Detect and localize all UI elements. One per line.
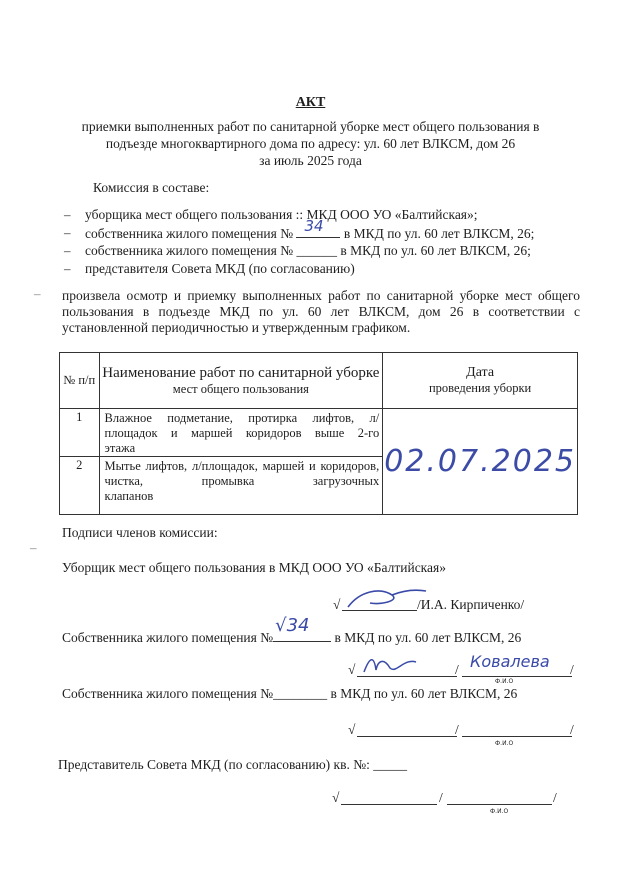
owner-1-line	[62, 615, 522, 646]
name-line	[462, 736, 572, 737]
member-owner-1-prefix: собственника жилого помещения №	[85, 226, 294, 241]
date-cell	[383, 409, 578, 515]
table-row	[60, 409, 578, 457]
row-description: Влажное подметание, протирка лифтов, л/площадок и маршей коридоров выше 2-го этажа	[99, 409, 383, 457]
fio-caption: Ф.И.О	[495, 678, 514, 685]
signatures-heading: Подписи членов комиссии:	[62, 525, 218, 540]
row-number: 1	[60, 409, 100, 457]
works-table	[59, 352, 578, 515]
list-dash: –	[64, 261, 71, 276]
inspection-paragraph: произвела осмотр и приемку выполненных работ по санитарной уборке мест общего пользования в подъезде МКД по ул. 60 лет ВЛКСМ, дом 26 в соответствии с установленной периодичностью и утвержденным графиком.	[62, 288, 580, 335]
owner-2-line: Собственника жилого помещения №________ в МКД по ул. 60 лет ВЛКСМ, 26	[62, 686, 518, 701]
fio-caption: Ф.И.О	[490, 808, 509, 815]
header-date: Дата проведения уборки	[383, 353, 578, 409]
subtitle-line-2: подъезде многоквартирного дома по адресу: ул. 60 лет ВЛКСМ, дом 26	[105, 136, 516, 151]
signature-line	[357, 676, 457, 677]
subtitle-line-1: приемки выполненных работ по санитарной уборке мест общего пользования в	[81, 119, 540, 134]
check-mark: √	[332, 790, 340, 805]
document-title: АКТ	[295, 95, 326, 110]
member-owner-1	[85, 217, 535, 242]
commission-intro: Комиссия в составе:	[93, 180, 210, 195]
cleaner-label: Уборщик мест общего пользования в МКД ООО УО «Балтийская»	[62, 560, 446, 575]
owner-1-prefix: Собственника жилого помещения №	[62, 630, 274, 645]
row-description: Мытье лифтов, л/площадок, маршей и коридоров, чистка, промывка загрузочных клапанов	[99, 457, 383, 515]
handwritten-apartment: 34	[304, 217, 324, 235]
member-representative: представителя Совета МКД (по согласованию)	[85, 261, 355, 276]
member-cleaner: уборщика мест общего пользования :: МКД ООО УО «Балтийская»;	[85, 207, 478, 222]
handwritten-apartment: √34	[275, 615, 310, 636]
handwritten-owner-1-name: Ковалева	[470, 652, 550, 671]
signature-line	[342, 610, 417, 611]
member-owner-1-suffix: в МКД по ул. 60 лет ВЛКСМ, 26;	[343, 226, 535, 241]
table-header-row	[60, 353, 578, 409]
row-number: 2	[60, 457, 100, 515]
header-number: № п/п	[60, 353, 100, 409]
margin-mark: –	[30, 540, 37, 555]
handwritten-date: 02.07.2025	[384, 444, 576, 479]
header-work-name: Наименование работ по санитарной уборке мест общего пользования	[99, 353, 383, 409]
check-mark: √	[333, 597, 341, 612]
member-owner-2: собственника жилого помещения № ______ в МКД по ул. 60 лет ВЛКСМ, 26;	[85, 243, 531, 258]
cleaner-name: /И.А. Кирпиченко/	[417, 597, 525, 612]
list-dash: –	[64, 225, 71, 240]
subtitle-line-3: за июль 2025 года	[259, 153, 362, 168]
name-line	[447, 804, 552, 805]
signature-line	[357, 736, 457, 737]
list-dash: –	[64, 207, 71, 222]
representative-line: Представитель Совета МКД (по согласованию) кв. №: _____	[58, 757, 407, 772]
name-line	[462, 676, 572, 677]
fio-caption: Ф.И.О	[495, 740, 514, 747]
owner-1-suffix: в МКД по ул. 60 лет ВЛКСМ, 26	[334, 630, 522, 645]
apartment-blank	[273, 615, 331, 642]
check-mark: √	[348, 662, 356, 677]
list-dash: –	[64, 243, 71, 258]
signature-line	[341, 804, 437, 805]
check-mark: √	[348, 722, 356, 737]
margin-mark: –	[34, 286, 41, 301]
apartment-blank	[296, 217, 340, 238]
